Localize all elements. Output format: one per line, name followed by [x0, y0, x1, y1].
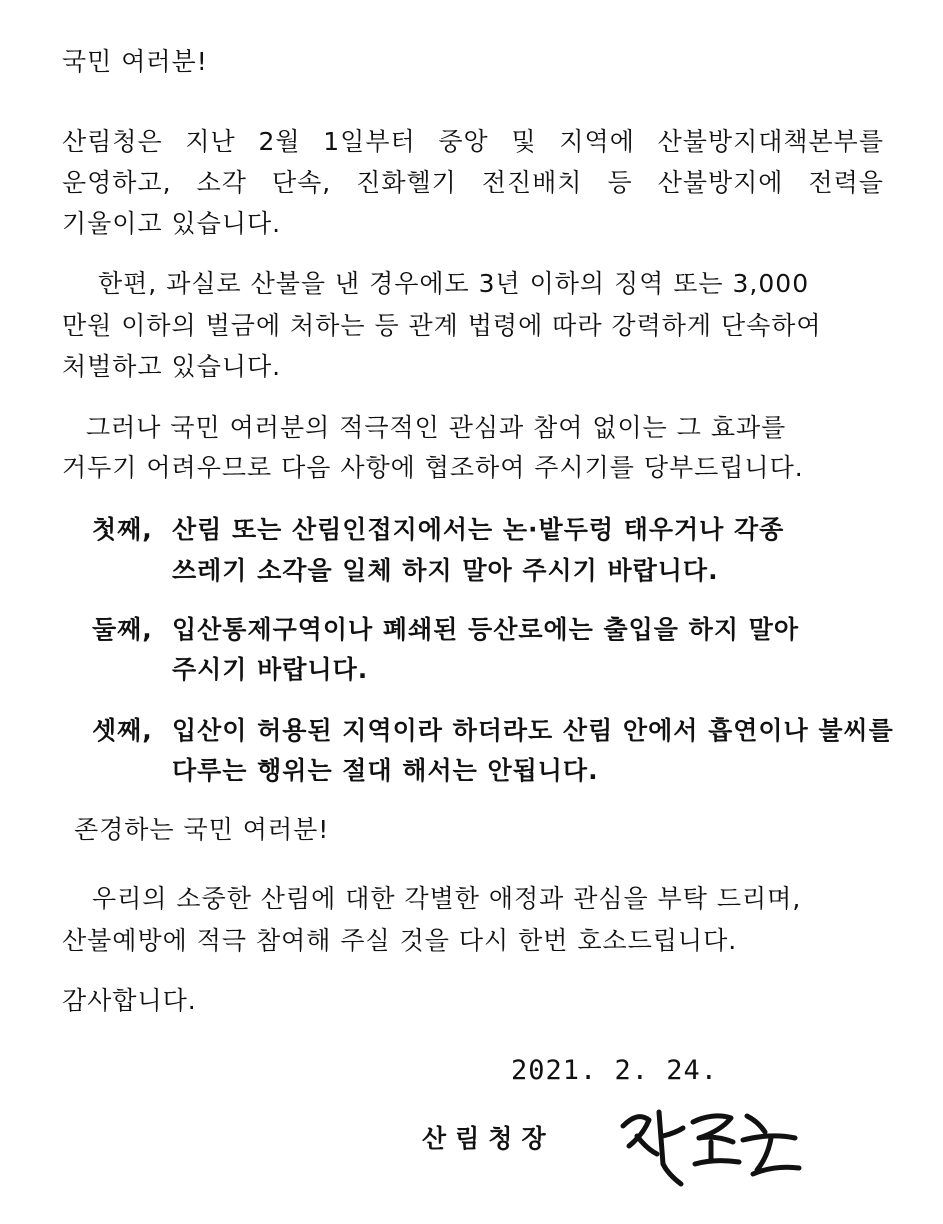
letter-date: 2021. 2. 24. — [511, 1055, 719, 1086]
paragraph-2-line-1: 한편, 과실로 산불을 낸 경우에도 3년 이하의 징역 또는 3,000 — [98, 269, 810, 298]
item-3-prefix: 셋째, — [92, 716, 153, 745]
item-3-line-2: 다루는 행위는 절대 해서는 안됩니다. — [172, 756, 599, 785]
paragraph-2-line-3: 처벌하고 있습니다. — [62, 352, 282, 381]
item-1-line-1: 산림 또는 산림인접지에서는 논·밭두렁 태우거나 각종 — [172, 515, 785, 544]
paragraph-3-line-2: 거두기 어려우므로 다음 사항에 협조하여 주시기를 당부드립니다. — [62, 453, 804, 482]
item-3-line-1: 입산이 허용된 지역이라 하더라도 산림 안에서 흡연이나 불씨를 — [172, 716, 894, 745]
closing: 감사합니다. — [62, 986, 197, 1015]
item-1-prefix: 첫째, — [92, 515, 153, 544]
paragraph-1-line-3: 기울이고 있습니다. — [62, 209, 282, 238]
paragraph-3-line-1: 그러나 국민 여러분의 적극적인 관심과 참여 없이는 그 효과를 — [86, 413, 787, 442]
paragraph-4-line-1: 우리의 소중한 산림에 대한 각별한 애정과 관심을 부탁 드리며, — [92, 884, 802, 913]
item-2-prefix: 둘째, — [92, 615, 153, 644]
handwritten-signature — [615, 1098, 805, 1188]
salutation-2: 존경하는 국민 여러분! — [74, 815, 330, 844]
paragraph-1-line-2: 운영하고, 소각 단속, 진화헬기 전진배치 등 산불방지에 전력을 — [62, 168, 884, 197]
item-1-line-2: 쓰레기 소각을 일체 하지 말아 주시기 바랍니다. — [172, 556, 719, 585]
paragraph-2-line-2: 만원 이하의 벌금에 처하는 등 관계 법령에 따라 강력하게 단속하여 — [62, 311, 822, 340]
salutation: 국민 여러분! — [62, 47, 208, 76]
signatory-title: 산림청장 — [422, 1124, 555, 1153]
paragraph-1-line-1: 산림청은 지난 2월 1일부터 중앙 및 지역에 산불방지대책본부를 — [62, 127, 884, 156]
item-2-line-1: 입산통제구역이나 폐쇄된 등산로에는 출입을 하지 말아 — [172, 615, 799, 644]
item-2-line-2: 주시기 바랍니다. — [172, 655, 369, 684]
paragraph-4-line-2: 산불예방에 적극 참여해 주실 것을 다시 한번 호소드립니다. — [62, 926, 738, 955]
